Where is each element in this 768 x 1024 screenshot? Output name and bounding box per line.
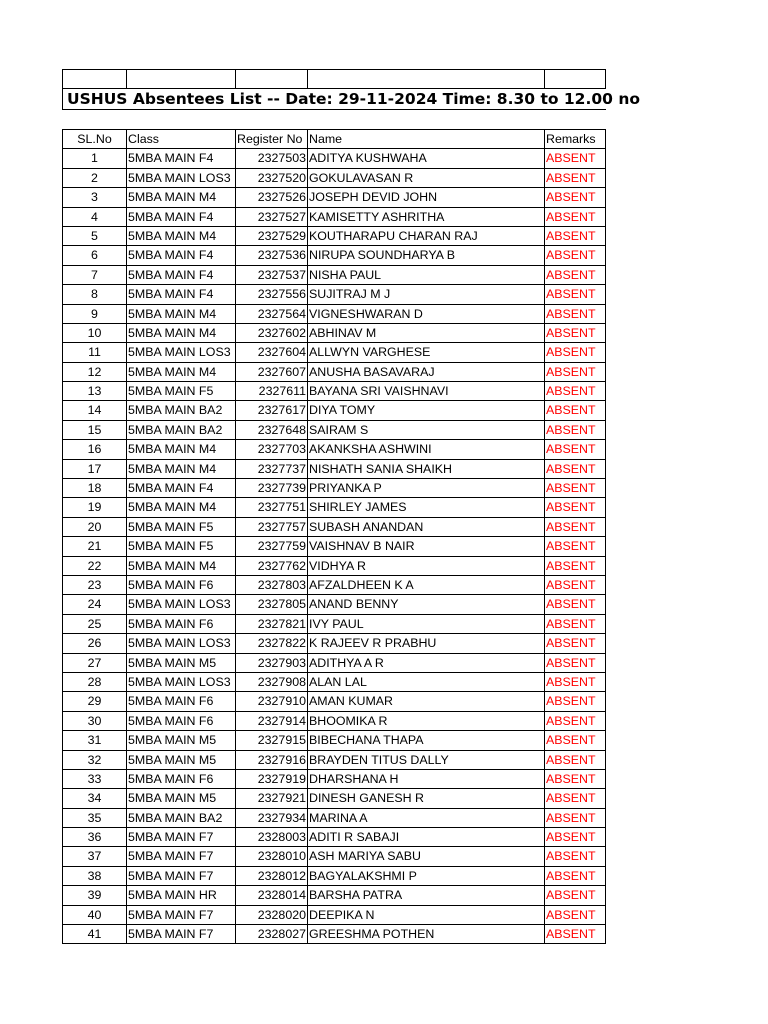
cell-remarks: ABSENT <box>545 479 606 497</box>
cell-remarks: ABSENT <box>545 886 606 904</box>
cell-name: K RAJEEV R PRABHU <box>308 634 545 652</box>
cell-register-no: 2327805 <box>236 595 308 613</box>
cell-name: KAMISETTY ASHRITHA <box>308 208 545 226</box>
cell-register-no: 2327529 <box>236 227 308 245</box>
cell-class: 5MBA MAIN F7 <box>127 925 236 943</box>
cell-sl-no: 26 <box>62 634 127 652</box>
cell-class: 5MBA MAIN BA2 <box>127 809 236 827</box>
cell-name: BHOOMIKA R <box>308 712 545 730</box>
table-row <box>62 208 606 227</box>
cell-register-no: 2327757 <box>236 518 308 536</box>
cell-remarks: ABSENT <box>545 421 606 439</box>
cell-remarks: ABSENT <box>545 770 606 788</box>
table-row <box>62 363 606 382</box>
cell-name: GREESHMA POTHEN <box>308 925 545 943</box>
cell-remarks: ABSENT <box>545 537 606 555</box>
cell-class: 5MBA MAIN F4 <box>127 266 236 284</box>
cell-register-no: 2328010 <box>236 847 308 865</box>
cell-class: 5MBA MAIN F7 <box>127 906 236 924</box>
table-row <box>62 169 606 188</box>
table-row <box>62 886 606 905</box>
cell-class: 5MBA MAIN M5 <box>127 789 236 807</box>
table-row <box>62 149 606 168</box>
cell-sl-no: 3 <box>62 188 127 206</box>
sheet-title: USHUS Absentees List -- Date: 29-11-2024 Time: 8.30 to 12.00 no <box>67 90 641 108</box>
cell-name: ASH MARIYA SABU <box>308 847 545 865</box>
cell-register-no: 2327602 <box>236 324 308 342</box>
cell-register-no: 2327536 <box>236 246 308 264</box>
cell-sl-no: 21 <box>62 537 127 555</box>
cell-class: 5MBA MAIN F6 <box>127 615 236 633</box>
table-row <box>62 751 606 770</box>
cell-register-no: 2327527 <box>236 208 308 226</box>
cell-name: AKANKSHA ASHWINI <box>308 440 545 458</box>
cell-class: 5MBA MAIN M4 <box>127 440 236 458</box>
table-row <box>62 518 606 537</box>
table-row <box>62 828 606 847</box>
cell-remarks: ABSENT <box>545 557 606 575</box>
cell-register-no: 2327611 <box>236 382 308 400</box>
cell-remarks: ABSENT <box>545 208 606 226</box>
table-row <box>62 906 606 925</box>
cell-remarks: ABSENT <box>545 498 606 516</box>
cell-name: DINESH GANESH R <box>308 789 545 807</box>
cell-remarks: ABSENT <box>545 440 606 458</box>
cell-sl-no: 1 <box>62 149 127 167</box>
cell-class: 5MBA MAIN M4 <box>127 188 236 206</box>
cell-remarks: ABSENT <box>545 305 606 323</box>
empty-cell <box>62 70 127 88</box>
cell-class: 5MBA MAIN F4 <box>127 149 236 167</box>
cell-sl-no: 39 <box>62 886 127 904</box>
cell-register-no: 2327648 <box>236 421 308 439</box>
cell-sl-no: 16 <box>62 440 127 458</box>
cell-name: VIGNESHWARAN D <box>308 305 545 323</box>
cell-register-no: 2327910 <box>236 692 308 710</box>
cell-remarks: ABSENT <box>545 847 606 865</box>
cell-sl-no: 10 <box>62 324 127 342</box>
cell-name: PRIYANKA P <box>308 479 545 497</box>
cell-class: 5MBA MAIN M4 <box>127 557 236 575</box>
table-row <box>62 925 606 944</box>
cell-class: 5MBA MAIN LOS3 <box>127 634 236 652</box>
cell-remarks: ABSENT <box>545 149 606 167</box>
cell-register-no: 2327556 <box>236 285 308 303</box>
cell-name: ALLWYN VARGHESE <box>308 343 545 361</box>
table-row <box>62 382 606 401</box>
cell-name: SAIRAM S <box>308 421 545 439</box>
table-row <box>62 498 606 517</box>
cell-register-no: 2327739 <box>236 479 308 497</box>
cell-sl-no: 22 <box>62 557 127 575</box>
cell-sl-no: 34 <box>62 789 127 807</box>
cell-sl-no: 20 <box>62 518 127 536</box>
cell-sl-no: 35 <box>62 809 127 827</box>
cell-name: ALAN LAL <box>308 673 545 691</box>
cell-register-no: 2327915 <box>236 731 308 749</box>
cell-remarks: ABSENT <box>545 324 606 342</box>
table-row <box>62 401 606 420</box>
table-row <box>62 809 606 828</box>
cell-class: 5MBA MAIN BA2 <box>127 421 236 439</box>
cell-class: 5MBA MAIN F6 <box>127 576 236 594</box>
empty-top-row <box>62 69 606 89</box>
cell-class: 5MBA MAIN LOS3 <box>127 595 236 613</box>
cell-name: DHARSHANA H <box>308 770 545 788</box>
table-row <box>62 421 606 440</box>
header-class: Class <box>127 130 236 148</box>
table-row <box>62 324 606 343</box>
cell-name: JOSEPH DEVID JOHN <box>308 188 545 206</box>
cell-name: ABHINAV M <box>308 324 545 342</box>
cell-remarks: ABSENT <box>545 692 606 710</box>
cell-sl-no: 32 <box>62 751 127 769</box>
cell-remarks: ABSENT <box>545 382 606 400</box>
cell-name: ADITI R SABAJI <box>308 828 545 846</box>
cell-name: AMAN KUMAR <box>308 692 545 710</box>
cell-remarks: ABSENT <box>545 363 606 381</box>
cell-register-no: 2327607 <box>236 363 308 381</box>
cell-remarks: ABSENT <box>545 828 606 846</box>
cell-sl-no: 25 <box>62 615 127 633</box>
empty-cell <box>236 70 308 88</box>
cell-register-no: 2327564 <box>236 305 308 323</box>
cell-name: NISHA PAUL <box>308 266 545 284</box>
cell-remarks: ABSENT <box>545 615 606 633</box>
cell-register-no: 2327803 <box>236 576 308 594</box>
cell-sl-no: 8 <box>62 285 127 303</box>
cell-sl-no: 12 <box>62 363 127 381</box>
cell-sl-no: 2 <box>62 169 127 187</box>
cell-register-no: 2327762 <box>236 557 308 575</box>
cell-name: NIRUPA SOUNDHARYA B <box>308 246 545 264</box>
cell-register-no: 2327617 <box>236 401 308 419</box>
cell-register-no: 2328014 <box>236 886 308 904</box>
table-row <box>62 654 606 673</box>
cell-register-no: 2328020 <box>236 906 308 924</box>
cell-class: 5MBA MAIN F4 <box>127 246 236 264</box>
cell-sl-no: 6 <box>62 246 127 264</box>
cell-sl-no: 37 <box>62 847 127 865</box>
table-row <box>62 188 606 207</box>
cell-class: 5MBA MAIN BA2 <box>127 401 236 419</box>
cell-class: 5MBA MAIN F7 <box>127 828 236 846</box>
cell-sl-no: 38 <box>62 867 127 885</box>
cell-remarks: ABSENT <box>545 460 606 478</box>
table-row <box>62 789 606 808</box>
cell-remarks: ABSENT <box>545 266 606 284</box>
absentees-sheet <box>62 69 641 944</box>
cell-register-no: 2327916 <box>236 751 308 769</box>
table-row <box>62 246 606 265</box>
cell-class: 5MBA MAIN F4 <box>127 479 236 497</box>
cell-register-no: 2327751 <box>236 498 308 516</box>
cell-remarks: ABSENT <box>545 751 606 769</box>
cell-remarks: ABSENT <box>545 188 606 206</box>
cell-remarks: ABSENT <box>545 634 606 652</box>
empty-cell <box>308 70 545 88</box>
cell-remarks: ABSENT <box>545 246 606 264</box>
empty-gap-row <box>62 110 606 130</box>
title-row <box>62 89 641 110</box>
table-row <box>62 576 606 595</box>
cell-sl-no: 31 <box>62 731 127 749</box>
cell-name: ANAND BENNY <box>308 595 545 613</box>
cell-name: BARSHA PATRA <box>308 886 545 904</box>
cell-name: SHIRLEY JAMES <box>308 498 545 516</box>
cell-name: VIDHYA R <box>308 557 545 575</box>
cell-remarks: ABSENT <box>545 731 606 749</box>
table-row <box>62 440 606 459</box>
cell-class: 5MBA MAIN M4 <box>127 305 236 323</box>
cell-name: DIYA TOMY <box>308 401 545 419</box>
empty-cell <box>545 70 606 88</box>
cell-remarks: ABSENT <box>545 906 606 924</box>
cell-sl-no: 40 <box>62 906 127 924</box>
table-row <box>62 227 606 246</box>
table-row <box>62 867 606 886</box>
cell-register-no: 2327526 <box>236 188 308 206</box>
cell-register-no: 2327503 <box>236 149 308 167</box>
cell-sl-no: 11 <box>62 343 127 361</box>
cell-remarks: ABSENT <box>545 518 606 536</box>
cell-class: 5MBA MAIN M4 <box>127 498 236 516</box>
table-row <box>62 731 606 750</box>
cell-register-no: 2327604 <box>236 343 308 361</box>
cell-name: AFZALDHEEN K A <box>308 576 545 594</box>
cell-register-no: 2327822 <box>236 634 308 652</box>
cell-sl-no: 27 <box>62 654 127 672</box>
cell-sl-no: 24 <box>62 595 127 613</box>
cell-class: 5MBA MAIN M5 <box>127 654 236 672</box>
table-row <box>62 343 606 362</box>
cell-remarks: ABSENT <box>545 227 606 245</box>
cell-register-no: 2327759 <box>236 537 308 555</box>
table-row <box>62 615 606 634</box>
cell-remarks: ABSENT <box>545 925 606 943</box>
cell-register-no: 2327908 <box>236 673 308 691</box>
cell-remarks: ABSENT <box>545 576 606 594</box>
cell-remarks: ABSENT <box>545 712 606 730</box>
cell-class: 5MBA MAIN F6 <box>127 692 236 710</box>
cell-name: MARINA A <box>308 809 545 827</box>
table-row <box>62 673 606 692</box>
cell-name: DEEPIKA N <box>308 906 545 924</box>
table-row <box>62 847 606 866</box>
cell-class: 5MBA MAIN M5 <box>127 731 236 749</box>
cell-sl-no: 13 <box>62 382 127 400</box>
cell-name: GOKULAVASAN R <box>308 169 545 187</box>
cell-register-no: 2327919 <box>236 770 308 788</box>
cell-class: 5MBA MAIN F5 <box>127 382 236 400</box>
cell-register-no: 2327703 <box>236 440 308 458</box>
cell-sl-no: 5 <box>62 227 127 245</box>
cell-class: 5MBA MAIN F6 <box>127 712 236 730</box>
cell-class: 5MBA MAIN LOS3 <box>127 169 236 187</box>
cell-name: ANUSHA BASAVARAJ <box>308 363 545 381</box>
cell-sl-no: 30 <box>62 712 127 730</box>
cell-class: 5MBA MAIN F4 <box>127 208 236 226</box>
cell-register-no: 2327737 <box>236 460 308 478</box>
cell-class: 5MBA MAIN LOS3 <box>127 673 236 691</box>
cell-remarks: ABSENT <box>545 673 606 691</box>
table-body <box>62 149 606 944</box>
cell-class: 5MBA MAIN F5 <box>127 537 236 555</box>
cell-class: 5MBA MAIN F4 <box>127 285 236 303</box>
cell-register-no: 2327921 <box>236 789 308 807</box>
cell-register-no: 2328003 <box>236 828 308 846</box>
table-row <box>62 770 606 789</box>
cell-remarks: ABSENT <box>545 169 606 187</box>
cell-name: BAGYALAKSHMI P <box>308 867 545 885</box>
table-row <box>62 266 606 285</box>
cell-name: ADITYA KUSHWAHA <box>308 149 545 167</box>
cell-sl-no: 29 <box>62 692 127 710</box>
cell-remarks: ABSENT <box>545 401 606 419</box>
cell-sl-no: 41 <box>62 925 127 943</box>
table-row <box>62 692 606 711</box>
cell-remarks: ABSENT <box>545 654 606 672</box>
empty-cell <box>127 70 236 88</box>
cell-sl-no: 4 <box>62 208 127 226</box>
table-row <box>62 537 606 556</box>
cell-sl-no: 28 <box>62 673 127 691</box>
cell-class: 5MBA MAIN M5 <box>127 751 236 769</box>
cell-class: 5MBA MAIN HR <box>127 886 236 904</box>
table-row <box>62 557 606 576</box>
cell-name: NISHATH SANIA SHAIKH <box>308 460 545 478</box>
cell-remarks: ABSENT <box>545 595 606 613</box>
cell-remarks: ABSENT <box>545 285 606 303</box>
cell-sl-no: 17 <box>62 460 127 478</box>
table-row <box>62 634 606 653</box>
cell-sl-no: 23 <box>62 576 127 594</box>
cell-class: 5MBA MAIN F7 <box>127 847 236 865</box>
cell-name: VAISHNAV B NAIR <box>308 537 545 555</box>
cell-register-no: 2327520 <box>236 169 308 187</box>
cell-name: BIBECHANA THAPA <box>308 731 545 749</box>
cell-sl-no: 18 <box>62 479 127 497</box>
cell-name: IVY PAUL <box>308 615 545 633</box>
table-header-row <box>62 130 606 149</box>
cell-register-no: 2327821 <box>236 615 308 633</box>
cell-class: 5MBA MAIN F6 <box>127 770 236 788</box>
table-row <box>62 285 606 304</box>
table-row <box>62 595 606 614</box>
cell-sl-no: 36 <box>62 828 127 846</box>
cell-register-no: 2327934 <box>236 809 308 827</box>
cell-class: 5MBA MAIN LOS3 <box>127 343 236 361</box>
cell-class: 5MBA MAIN M4 <box>127 363 236 381</box>
cell-remarks: ABSENT <box>545 867 606 885</box>
cell-register-no: 2327537 <box>236 266 308 284</box>
cell-sl-no: 7 <box>62 266 127 284</box>
table-row <box>62 712 606 731</box>
cell-register-no: 2327914 <box>236 712 308 730</box>
cell-sl-no: 9 <box>62 305 127 323</box>
table-row <box>62 460 606 479</box>
cell-sl-no: 33 <box>62 770 127 788</box>
cell-sl-no: 14 <box>62 401 127 419</box>
cell-name: SUBASH ANANDAN <box>308 518 545 536</box>
cell-remarks: ABSENT <box>545 343 606 361</box>
cell-sl-no: 19 <box>62 498 127 516</box>
header-name: Name <box>308 130 545 148</box>
cell-name: ADITHYA A R <box>308 654 545 672</box>
cell-register-no: 2328027 <box>236 925 308 943</box>
header-register-no: Register No <box>236 130 308 148</box>
cell-class: 5MBA MAIN F5 <box>127 518 236 536</box>
cell-remarks: ABSENT <box>545 809 606 827</box>
cell-name: BRAYDEN TITUS DALLY <box>308 751 545 769</box>
cell-class: 5MBA MAIN M4 <box>127 227 236 245</box>
header-sl-no: SL.No <box>62 130 127 148</box>
cell-sl-no: 15 <box>62 421 127 439</box>
cell-name: KOUTHARAPU CHARAN RAJ <box>308 227 545 245</box>
cell-name: BAYANA SRI VAISHNAVI <box>308 382 545 400</box>
table-row <box>62 479 606 498</box>
cell-remarks: ABSENT <box>545 789 606 807</box>
cell-register-no: 2327903 <box>236 654 308 672</box>
cell-name: SUJITRAJ M J <box>308 285 545 303</box>
cell-register-no: 2328012 <box>236 867 308 885</box>
header-remarks: Remarks <box>545 130 606 148</box>
cell-class: 5MBA MAIN F7 <box>127 867 236 885</box>
cell-class: 5MBA MAIN M4 <box>127 324 236 342</box>
cell-class: 5MBA MAIN M4 <box>127 460 236 478</box>
table-row <box>62 305 606 324</box>
